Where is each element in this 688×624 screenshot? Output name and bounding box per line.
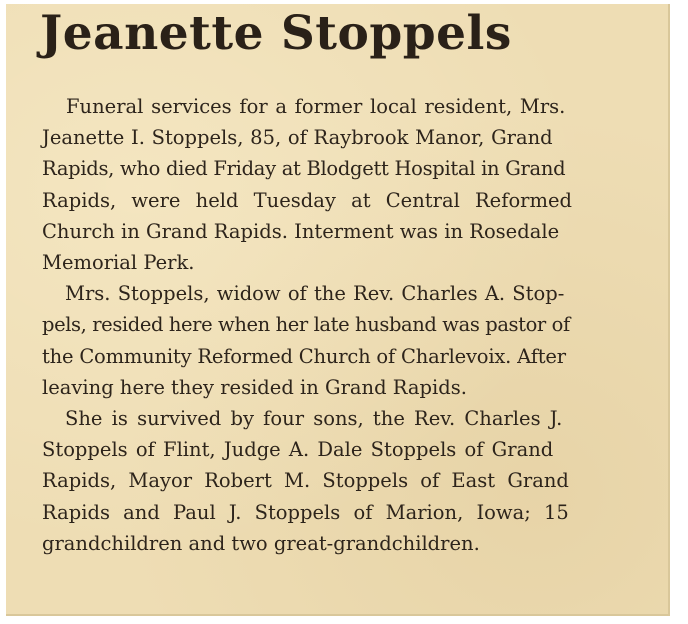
newspaper-clipping — [6, 4, 670, 616]
text-line: She is survived by four sons, the Rev. Charles J. — [65, 407, 563, 431]
text-line: Rapids and Paul J. Stoppels of Marion, Iowa; 15 — [42, 500, 569, 524]
text-line: Rapids, who died Friday at Blodgett Hospital in Grand — [42, 157, 566, 181]
article-body — [42, 91, 634, 559]
text-line: grandchildren and two great-grandchildren. — [42, 531, 480, 555]
article-headline: Jeanette Stoppels — [40, 6, 512, 61]
text-line: pels, resided here when her late husband was pastor of — [42, 313, 570, 337]
text-line: Jeanette I. Stoppels, 85, of Raybrook Manor, Grand — [42, 126, 553, 150]
paragraph-funeral-services — [42, 91, 634, 278]
text-line: Rapids, Mayor Robert M. Stoppels of East Grand — [42, 469, 569, 493]
text-line: Rapids, were held Tuesday at Central Reformed — [42, 188, 573, 212]
text-line: Memorial Perk. — [42, 251, 195, 275]
text-line: Stoppels of Flint, Judge A. Dale Stoppels of Grand — [42, 438, 554, 462]
text-line: Funeral services for a former local resident, Mrs. — [66, 95, 566, 118]
paragraph-survivors — [42, 403, 634, 559]
text-line: Church in Grand Rapids. Interment was in Rosedale — [42, 219, 560, 243]
text-line: Mrs. Stoppels, widow of the Rev. Charles A. Stop- — [65, 282, 565, 306]
text-line: leaving here they resided in Grand Rapids. — [42, 375, 467, 399]
text-line: the Community Reformed Church of Charlevoix. After — [42, 344, 566, 368]
paragraph-widow — [42, 278, 634, 403]
